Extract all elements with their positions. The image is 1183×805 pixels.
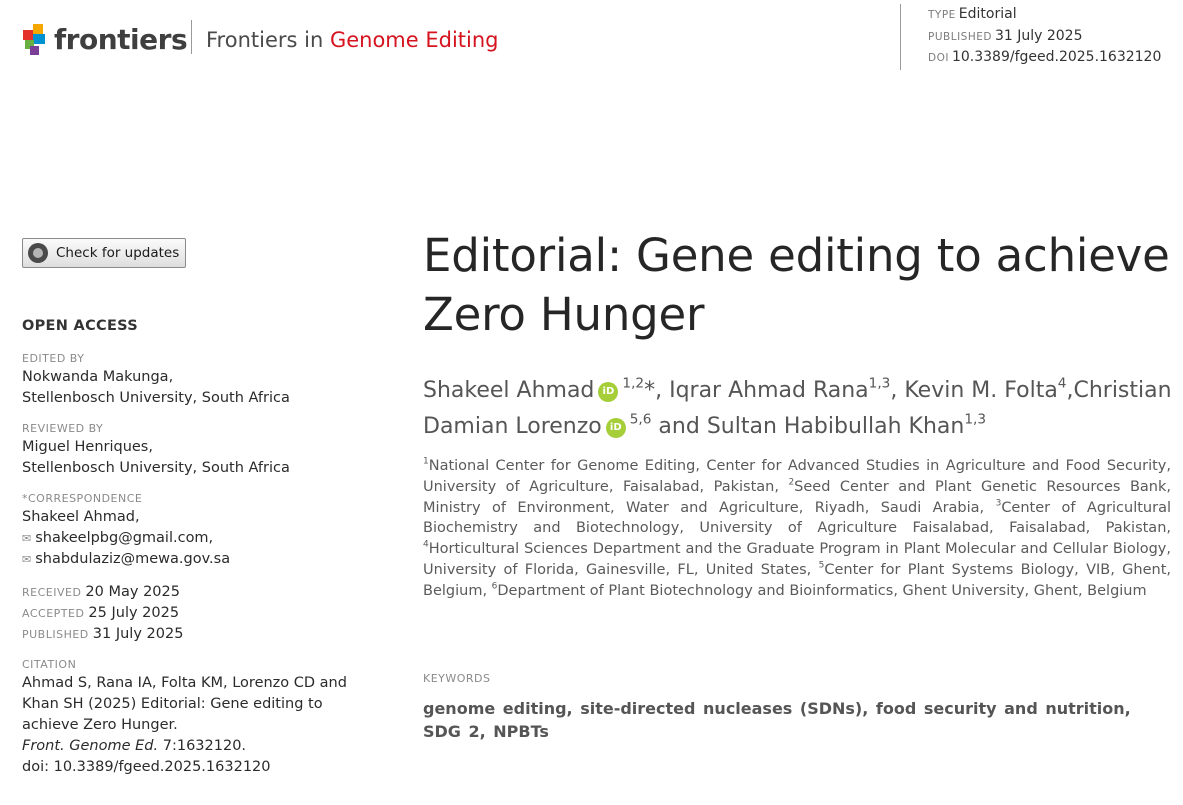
author-separator: ,: [655, 378, 670, 403]
keywords-label: KEYWORDS: [423, 672, 491, 685]
affiliation-text: Center for Plant Systems Biology, VIB, Ghent, Belgium,: [423, 561, 1172, 599]
affiliation-text: Center of Agricultural Biochemistry and Biotechnology, University of Agriculture Faisalabad, Faisalabad, Pakistan,: [423, 499, 1171, 537]
author-affiliation-ref: 1,3: [868, 375, 891, 392]
author-separator: ,: [1066, 378, 1074, 403]
citation-text: Ahmad S, Rana IA, Folta KM, Lorenzo CD and Khan SH (2025) Editorial: Gene editing to achieve Zero Hunger.: [22, 675, 347, 733]
doi-label: DOI: [928, 52, 949, 64]
doi-value[interactable]: 10.3389/fgeed.2025.1632120: [951, 49, 1162, 65]
author-separator: and: [651, 414, 707, 439]
orcid-icon[interactable]: iD: [606, 418, 626, 438]
open-access-heading: OPEN ACCESS: [22, 318, 138, 334]
edited-by-label: EDITED BY: [22, 352, 85, 365]
citation-journal: Front. Genome Ed.: [22, 738, 159, 754]
citation-volume: 7:1632120.: [158, 738, 247, 754]
email-line[interactable]: [22, 528, 372, 549]
correspondence-name: Shakeel Ahmad,: [22, 509, 140, 525]
affiliation-text: National Center for Genome Editing, Center for Advanced Studies in Agriculture and Food Security, University of Agriculture, Faisalabad, Pakistan,: [423, 458, 1171, 495]
published-date: 31 July 2025: [92, 626, 184, 642]
editor-affiliation: Stellenbosch University, South Africa: [22, 390, 290, 406]
author-name[interactable]: Christian Damian Lorenzo: [423, 378, 1172, 439]
type-value: Editorial: [958, 6, 1017, 22]
received-line: [22, 582, 372, 603]
affiliation-number: 4: [423, 539, 429, 550]
orcid-icon[interactable]: iD: [598, 382, 618, 402]
affiliation-number: 2: [788, 477, 795, 488]
author-separator: ,: [890, 378, 905, 403]
type-label: TYPE: [928, 9, 956, 21]
keywords: genome editing, site-directed nucleases (SDNs), food security and nutrition, SDG 2, NPBTs: [423, 699, 1131, 741]
affiliation-text: Department of Plant Biotechnology and Bioinformatics, Ghent University, Ghent, Belgium: [497, 582, 1147, 599]
corresponding-mark: *: [644, 378, 656, 403]
author-name[interactable]: Sultan Habibullah Khan: [706, 414, 965, 439]
affiliation-number: 6: [491, 581, 498, 592]
citation-label: CITATION: [22, 658, 77, 671]
frontiers-mark-icon: [22, 22, 48, 56]
published-label: PUBLISHED: [22, 628, 89, 641]
reviewed-by-label: REVIEWED BY: [22, 422, 104, 435]
crossmark-icon: [28, 243, 48, 263]
email-line[interactable]: [22, 549, 372, 570]
author-affiliation-ref: 4: [1057, 375, 1067, 392]
received-date: 20 May 2025: [85, 584, 180, 600]
accepted-date: 25 July 2025: [88, 605, 180, 621]
doi-line: [928, 47, 1161, 69]
affiliations: [423, 456, 1171, 602]
reviewer-affiliation: Stellenbosch University, South Africa: [22, 460, 290, 476]
check-for-updates-label: Check for updates: [56, 245, 180, 261]
email-link[interactable]: shabdulaziz@mewa.gov.sa: [35, 551, 231, 567]
journal-prefix: Frontiers in: [206, 28, 330, 52]
received-label: RECEIVED: [22, 586, 82, 599]
affiliation-number: 5: [818, 560, 825, 571]
author-affiliation-ref: 1,3: [964, 411, 987, 428]
published-line: [22, 624, 372, 645]
citation-doi[interactable]: doi: 10.3389/fgeed.2025.1632120: [22, 759, 271, 775]
published-line: [928, 26, 1161, 48]
reviewer-name: Miguel Henriques,: [22, 439, 153, 455]
affiliation-text: Horticultural Sciences Department and the Graduate Program in Plant Molecular and Cellular Biology, University of Florida, Gainesville, FL, United States,: [423, 541, 1171, 578]
header-divider: [191, 20, 192, 54]
author-name[interactable]: Iqrar Ahmad Rana: [669, 378, 869, 403]
frontiers-logo[interactable]: [22, 20, 187, 58]
affiliation-text: Seed Center and Plant Genetic Resources Bank, Ministry of Environment, Water and Agriculture, Riyadh, Saudi Arabia,: [423, 478, 1171, 516]
envelope-icon: ✉: [22, 532, 32, 545]
type-line: [928, 4, 1161, 26]
brand-wordmark: frontiers: [54, 22, 188, 56]
author-name[interactable]: Shakeel Ahmad: [423, 378, 595, 403]
author-name[interactable]: Kevin M. Folta: [904, 378, 1058, 403]
journal-title: Genome Editing: [329, 28, 499, 52]
check-for-updates-button[interactable]: [22, 238, 186, 268]
sidebar: [22, 318, 372, 778]
article-meta: [900, 4, 1161, 70]
journal-name[interactable]: [206, 28, 499, 52]
article-title: Editorial: Gene editing to achieve Zero Hunger: [423, 229, 1170, 341]
editor-name: Nokwanda Makunga,: [22, 369, 174, 385]
citation-source: [22, 736, 372, 757]
author-affiliation-ref: 1,2: [622, 375, 645, 392]
accepted-label: ACCEPTED: [22, 607, 85, 620]
author-affiliation-ref: 5,6: [629, 411, 652, 428]
published-value: 31 July 2025: [994, 27, 1083, 44]
accepted-line: [22, 603, 372, 624]
affiliation-number: 3: [995, 498, 1002, 509]
author-list: [423, 373, 1183, 445]
affiliation-number: 1: [423, 456, 429, 467]
email-link[interactable]: shakeelpbg@gmail.com,: [35, 530, 214, 546]
envelope-icon: ✉: [22, 553, 32, 566]
correspondence-label: *CORRESPONDENCE: [22, 492, 143, 505]
published-label: PUBLISHED: [928, 30, 992, 43]
